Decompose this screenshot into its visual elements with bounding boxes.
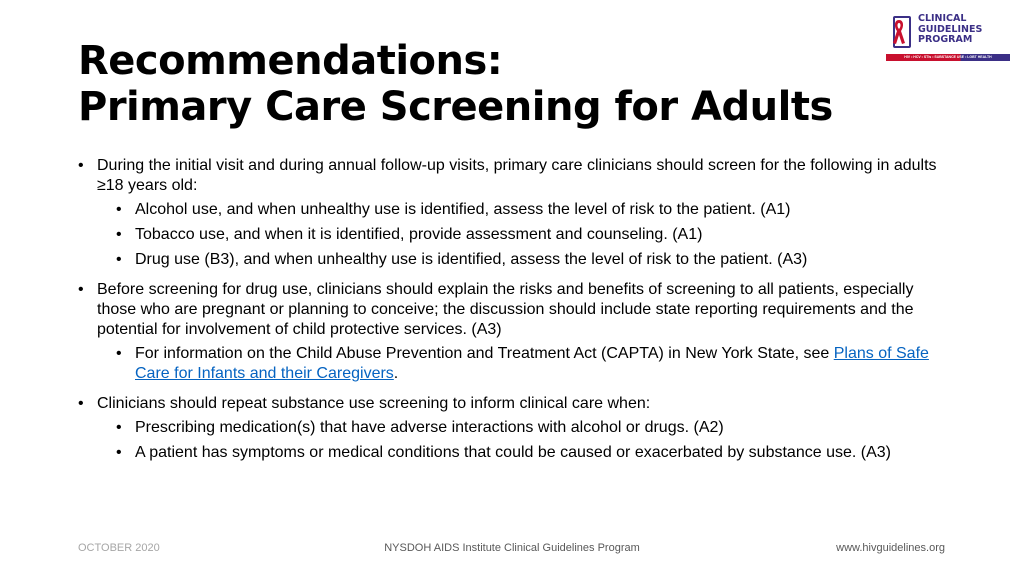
- link-trailing-period: .: [393, 365, 399, 382]
- sub-bullet-list: [97, 200, 938, 270]
- slide-body: [78, 156, 938, 473]
- title-line-1: Recommendations:: [78, 38, 503, 84]
- page-title: [78, 38, 833, 130]
- sub-bullet-item: • Tobacco use, and when it is identified, provide assessment and counseling. (A1): [116, 225, 938, 245]
- footer-url: www.hivguidelines.org: [836, 542, 945, 554]
- sub-bullet-item: • A patient has symptoms or medical conditions that could be caused or exacerbated by substance use. (A3): [116, 443, 938, 463]
- footer-date: OCTOBER 2020: [78, 542, 160, 554]
- footer-program: NYSDOH AIDS Institute Clinical Guidelines Program: [384, 542, 640, 554]
- logo-tagline: HIV • HCV • STIs • SUBSTANCE USE • LGBT HEALTH: [886, 54, 1010, 61]
- capta-info-text: For information on the Child Abuse Prevention and Treatment Act (CAPTA) in New York State, see: [135, 345, 834, 362]
- bullet-text: During the initial visit and during annual follow-up visits, primary care clinicians should screen for the following in adults ≥18 years old:: [97, 157, 937, 194]
- red-ribbon-icon: [891, 17, 907, 47]
- sub-bullet-item: • Drug use (B3), and when unhealthy use is identified, assess the level of risk to the patient. (A3): [116, 250, 938, 270]
- logo-line-2: GUIDELINES: [918, 23, 983, 35]
- plans-of-safe-care-link[interactable]: Plans of Safe Care for Infants and their Caregivers: [135, 345, 929, 382]
- bullet-text: Clinicians should repeat substance use screening to inform clinical care when:: [97, 395, 651, 412]
- bullet-text: Before screening for drug use, clinicians should explain the risks and benefits of screening to all patients, especially those who are pregnant or planning to conceive; the discussion should include state reporting requirements and the potential for involvement of child protective services. (A3): [97, 281, 914, 338]
- sub-bullet-list: [97, 418, 938, 463]
- clinical-guidelines-logo: [886, 14, 1010, 64]
- title-line-2: Primary Care Screening for Adults: [78, 84, 833, 130]
- bullet-item: [78, 394, 938, 463]
- logo-line-3: PROGRAM: [918, 34, 973, 45]
- sub-bullet-item: [116, 344, 938, 384]
- bullet-list: [78, 156, 938, 463]
- bullet-item: [78, 280, 938, 384]
- bullet-item: [78, 156, 938, 270]
- logo-line-1: CLINICAL: [918, 13, 967, 24]
- sub-bullet-list: [97, 344, 938, 384]
- sub-bullet-item: • Alcohol use, and when unhealthy use is identified, assess the level of risk to the patient. (A1): [116, 200, 938, 220]
- logo-wordmark: [918, 14, 982, 46]
- sub-bullet-item: • Prescribing medication(s) that have adverse interactions with alcohol or drugs. (A2): [116, 418, 938, 438]
